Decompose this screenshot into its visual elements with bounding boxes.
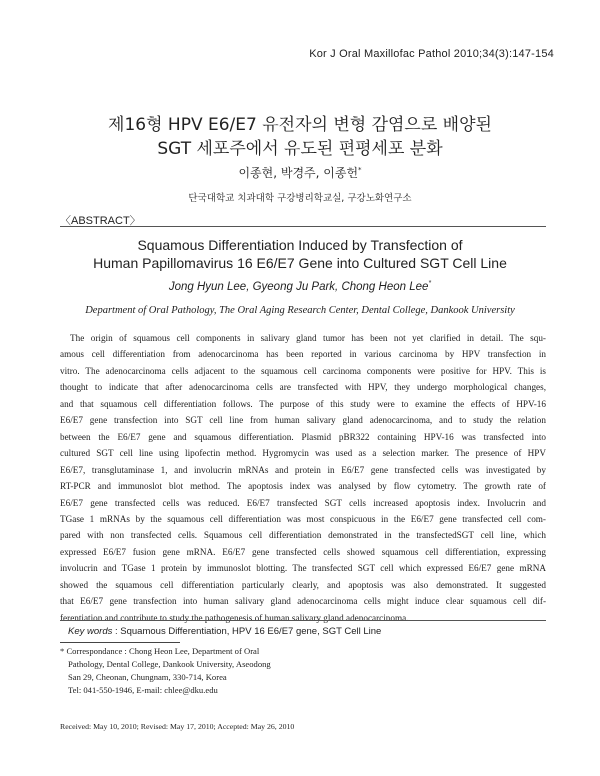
abstract-line: RT-PCR and immunoslot blot method. The apoptosis index was analysed by flow cytometry. The growth rate of — [60, 481, 546, 492]
korean-affiliation: 단국대학교 치과대학 구강병리학교실, 구강노화연구소 — [188, 193, 412, 204]
journal-citation: Kor J Oral Maxillofac Pathol 2010;34(3):147-154 — [309, 48, 554, 60]
correspondence-footnote — [60, 645, 271, 697]
korean-title-line-1: 제16형 HPV E6/E7 유전자의 변형 감염으로 배양된 — [108, 115, 492, 135]
english-authors — [0, 280, 600, 293]
abstract-line: E6/E7 gene transfected cells was reduced. E6/E7 transfected SGT cells increased apoptosis index. Involucrin and — [60, 497, 546, 508]
english-title-line-2: Human Papillomavirus 16 E6/E7 Gene into Cultured SGT Cell Line — [93, 255, 507, 271]
keywords-text: : Squamous Differentiation, HPV 16 E6/E7 gene, SGT Cell Line — [112, 626, 382, 637]
abstract-line: that E6/E7 gene transfection into human salivary gland adenocarcinoma cells might induce clear squamous cell dif- — [60, 596, 546, 607]
english-title-line-1: Squamous Differentiation Induced by Transfection of — [137, 237, 463, 253]
english-affiliation: Department of Oral Pathology, The Oral Aging Research Center, Dental College, Dankook University — [85, 305, 515, 316]
korean-title-line-2: SGT 세포주에서 유도된 편평세포 분화 — [157, 139, 443, 159]
english-corresponding-mark: * — [428, 280, 432, 287]
abstract-line: cultured SGT cell line using lipofectin method. Hygromycin was used as a selection marker. The presence of HPV — [60, 448, 546, 459]
korean-corresponding-mark: * — [358, 166, 362, 174]
abstract-line: between the E6/E7 gene and squamous differentiation. Plasmid pBR322 containing HPV-16 was transfected into — [60, 431, 546, 442]
korean-authors — [0, 164, 600, 181]
divider-top — [60, 226, 546, 227]
received-dates: Received: May 10, 2010; Revised: May 17, 2010; Accepted: May 26, 2010 — [60, 722, 295, 731]
correspondence-line: Tel: 041-550-1946, E-mail: chlee@dku.edu — [68, 685, 218, 695]
abstract-line: E6/E7, transglutaminase 1, and involucrin mRNAs and protein in E6/E7 gene transfected cells was investigated by — [60, 464, 546, 475]
abstract-line: pared with non transfected cells. Squamous cell differentiation demonstrated in the transfectedSGT cell line, which — [60, 530, 546, 541]
abstract-line: The origin of squamous cell components in salivary gland tumor has been not yet clarified in detail. The squ- — [70, 333, 546, 343]
abstract-line: thought to indicate that after adenocarcinoma cells are transfected with HPV, they undergo morphological changes, — [60, 382, 546, 393]
keywords-label: Key words — [68, 626, 113, 637]
keywords — [68, 626, 381, 637]
abstract-label: 〈ABSTRACT〉 — [60, 215, 141, 227]
english-authors-names: Jong Hyun Lee, Gyeong Ju Park, Chong Heon Lee — [168, 280, 429, 293]
correspondence-line: Pathology, Dental College, Dankook University, Aseodong — [68, 659, 271, 669]
abstract-line: expressed E6/E7 fusion gene mRNA. E6/E7 gene transfected cells showed squamous cell differentiation, expressing — [60, 546, 546, 557]
divider-keywords — [60, 620, 546, 621]
abstract-line: TGase 1 mRNAs by the squamous cell differentiation was most conspicuous in the E6/E7 gene transfected cell com- — [60, 513, 546, 524]
abstract-line: showed the squamous cell differentiation particularly clearly, and apoptosis was also demonstrated. It suggested — [60, 579, 546, 590]
abstract-line: involucrin and TGase 1 protein by immunoslot blotting. The transfected SGT cell which expressed E6/E7 gene mRNA — [60, 563, 546, 574]
abstract-line: vitro. The adenocarcinoma cells adjacent to the squamous cell carcinoma components were positive for HPV. This is — [60, 365, 546, 376]
abstract-body — [60, 330, 546, 626]
correspondence-line: San 29, Cheonan, Chungnam, 330-714, Korea — [68, 672, 227, 682]
footnote-divider — [60, 642, 180, 643]
korean-authors-names: 이종현, 박경주, 이종헌 — [238, 166, 359, 180]
correspondence-line: * Correspondance : Chong Heon Lee, Department of Oral — [60, 646, 260, 656]
abstract-line: E6/E7 gene transfection into SGT cell line from human salivary gland adenocarcinoma, and to study the relation — [60, 415, 546, 426]
abstract-line: amous cell differentiation from adenocarcinoma has been reported in various carcinoma by HPV transfection in — [60, 349, 546, 360]
abstract-line: ferentiation and contribute to study the pathogenesis of human salivary gland adenocarcinoma. — [60, 612, 409, 623]
abstract-line: and that squamous cell differentiation follows. The purpose of this study were to examine the effects of HPV-16 — [60, 398, 546, 409]
